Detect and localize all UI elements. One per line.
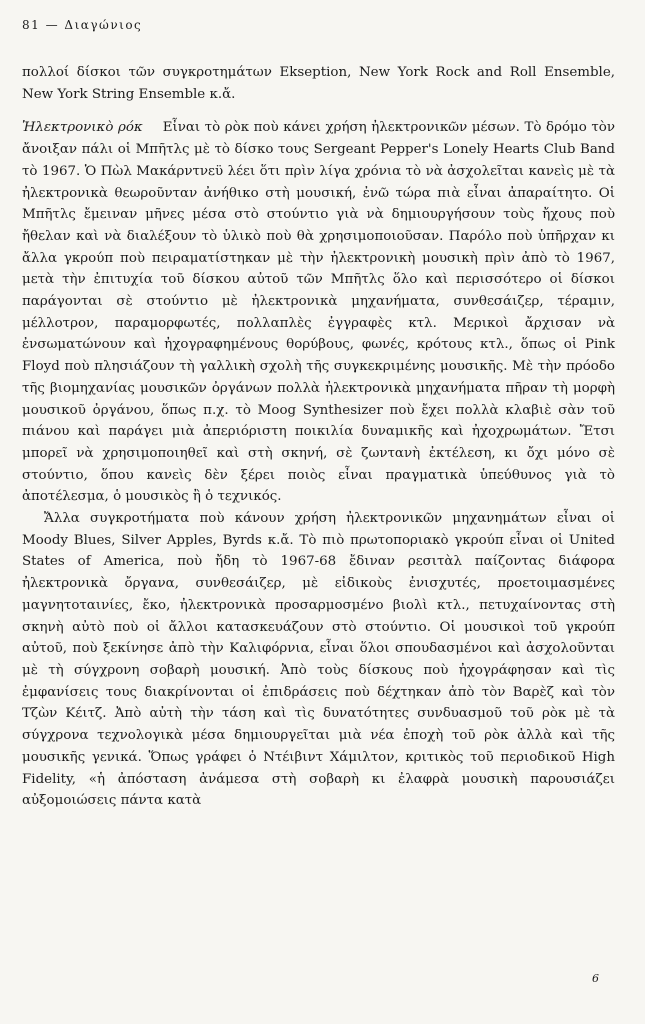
entry-definition: Εἶναι τὸ ρὸκ ποὺ κάνει χρήση ἠλεκτρονικῶν μέσων. Τὸ δρόμο τὸν ἄνοιξαν πάλι οἱ Μπῆτλς μὲ τὸ δίσκο τους Sergeant Pepper's Lonely Hearts Club Band τὸ 1967. Ὁ Πὼλ Μακάρντνεϋ λέει ὅτι πρὶν λίγα χρόνια τὸ νὰ ἀσχολεῖται κανεὶς μὲ τὰ ἠλεκτρονικὰ θεωροῦνταν ἀνήθικο στὴ μουσική, ἐνῶ τώρα πιὰ εἶναι ἀπαραίτητο. Οἱ Μπῆτλς ἔμειναν μῆνες μέσα στὸ στούντιο γιὰ νὰ δημιουργήσουν τοὺς ἤχους ποὺ ἤθελαν καὶ νὰ διαλέξουν τὸ ὑλικὸ ποὺ θὰ χρησιμοποιοῦσαν. Παρόλο ποὺ ὑπῆρχαν κι ἄλλα γκρούπ ποὺ πειραματίστηκαν μὲ τὴν ἠλεκτρονικὴ μουσικὴ πρὶν ἀπὸ τὸ 1967, μετὰ τὴν ἐπιτυχία τοῦ δίσκου αὐτοῦ τῶν Μπῆτλς ὅλο καὶ περισσότερο οἱ δίσκοι παράγονται σὲ στούντιο μὲ ἠλεκτρονικὰ μηχανήματα, συνθεσάιζερ, τέραμιν, μέλλοτρον, παραμορφωτές, πολλαπλὲς ἐγγραφὲς κτλ. Μερικοὶ ἄρχισαν νὰ ἐνσωματώνουν καὶ ἠχογραφημένους θορύβους, φωνές, κρότους κτλ., ὅπως οἱ Pink Floyd ποὺ πλησιάζουν τὴ γαλλικὴ σχολὴ τῆς συγκεκριμένης μουσικῆς. Μὲ τὴν πρόοδο τῆς βιομηχανίας μουσικῶν ὀργάνων πολλὰ ἠλεκτρονικὰ μηχανήματα πῆραν τὴ μορφὴ μουσικοῦ ὀργάνου, ὅπως π.χ. τὸ Moog Synthesizer ποὺ ἔχει πολλὰ κλαβιὲ σὰν τοῦ πιάνου καὶ παράγει μιὰ ἀπεριόριστη ποικιλία δυναμικῆς καὶ ἠχοχρωμάτων. Ἔτσι μπορεῖ νὰ χρησιμοποιηθεῖ καὶ στὴ σκηνή, σὲ ζωντανὴ ἐκτέλεση, κι ὄχι μόνο σὲ στούντιο, ὅπου κανεὶς δὲν ξέρει ποιὸς εἶναι πραγματικὰ ὑπεύθυνος γιὰ τὸ ἀποτέλεσμα, ὁ μουσικὸς ἢ ὁ τεχνικός. bbox=[22, 120, 615, 505]
entry-paragraph bbox=[22, 117, 615, 508]
article-body bbox=[22, 62, 615, 812]
running-header: 81 — Διαγώνιος bbox=[22, 18, 143, 32]
intro-fragment: πολλοί δίσκοι τῶν συγκροτημάτων Ekseption, New York Rock and Roll Ensemble, New York String Ensemble κ.ἄ. bbox=[22, 65, 615, 102]
entry-term: Ἠλεκτρονικὸ ρόκ bbox=[22, 120, 143, 136]
signature-mark: 6 bbox=[592, 972, 599, 985]
paragraph-2: Ἄλλα συγκροτήματα ποὺ κάνουν χρήση ἠλεκτρονικῶν μηχανημάτων εἶναι οἱ Moody Blues, Silver Apples, Byrds κ.ἄ. Τὸ πιὸ πρωτοποριακὸ γκρούπ εἶναι οἱ United States of America, ποὺ ἤδη τὸ 1967-68 ἔδιναν ρεσιτὰλ παίζοντας διάφορα ἠλεκτρονικὰ ὄργανα, συνθεσάιζερ, μὲ εἰδικοὺς ἐνισχυτές, προετοιμασμένες μαγνητοταινίες, ἔκο, ἠλεκτρονικὰ προσαρμοσμένο βιολὶ κτλ., πετυχαίνοντας στὴ σκηνὴ αὐτὸ ποὺ οἱ ἄλλοι κατασκευάζουν στὸ στούντιο. Οἱ μουσικοὶ τοῦ γκρούπ αὐτοῦ, ποὺ ξεκίνησε ἀπὸ τὴν Καλιφόρνια, εἶναι ὅλοι σπουδασμένοι καὶ ἀσχολοῦνται μὲ τὴ σύγχρονη σοβαρὴ μουσική. Ἀπὸ τοὺς δίσκους ποὺ ἠχογράφησαν καὶ τὶς ἐμφανίσεις τους διακρίνονται οἱ ἐπιδράσεις ποὺ δέχτηκαν ἀπὸ τὸν Βαρὲζ καὶ τὸν Τζὼν Κέιτζ. Ἀπὸ αὐτὴ τὴν τάση καὶ τὶς δυνατότητες συνδυασμοῦ τοῦ ρὸκ μὲ τὰ σύγχρονα τεχνολογικὰ μέσα δημιουργεῖται μιὰ νέα ἐποχὴ τοῦ ρὸκ ἀλλὰ καὶ τῆς μουσικῆς γενικά. Ὅπως γράφει ὁ Ντέιβιντ Χάμιλτον, κριτικὸς τοῦ περιοδικοῦ High Fidelity, «ἡ ἀπόσταση ἀνάμεσα στὴ σοβαρὴ κι ἐλαφρὰ μουσικὴ παρουσιάζει αὐξομοιώσεις πάντα κατὰ bbox=[22, 511, 615, 809]
